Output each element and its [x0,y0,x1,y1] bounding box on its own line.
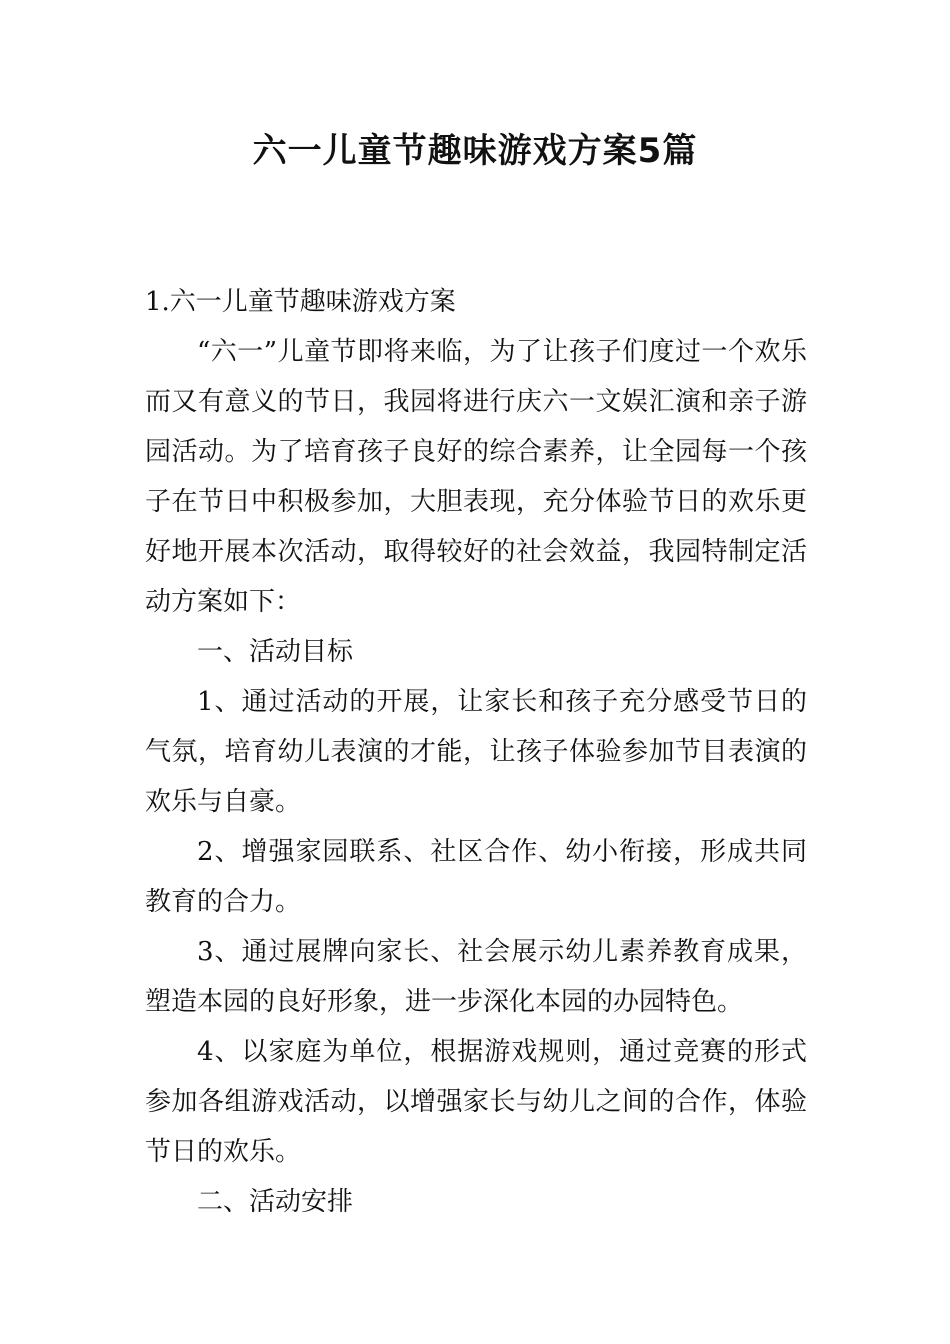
goal-item-2: 2、增强家园联系、社区合作、幼小衔接，形成共同教育的合力。 [145,837,807,917]
document-body [145,277,807,1227]
goal-item-1: 1、通过活动的开展，让家长和孩子充分感受节日的气氛，培育幼儿表演的才能，让孩子体验参加节目表演的欢乐与自豪。 [145,687,807,817]
document-title: 六一儿童节趣味游戏方案5篇 [252,131,698,171]
subsection-heading-arrangement: 二、活动安排 [197,1187,354,1217]
intro-paragraph: “六一”儿童节即将来临，为了让孩子们度过一个欢乐而又有意义的节日，我园将进行庆六一文娱汇演和亲子游园活动。为了培育孩子良好的综合素养，让全园每一个孩子在节日中积极参加，大胆表现，充分体验节日的欢乐更好地开展本次活动，取得较好的社会效益，我园特制定活动方案如下： [145,337,807,617]
goal-item-3: 3、通过展牌向家长、社会展示幼儿素养教育成果，塑造本园的良好形象，进一步深化本园的办园特色。 [145,937,807,1017]
goal-item-4: 4、以家庭为单位，根据游戏规则，通过竞赛的形式参加各组游戏活动，以增强家长与幼儿之间的合作，体验节日的欢乐。 [145,1037,807,1167]
subsection-heading-goals: 一、活动目标 [197,637,354,667]
section-heading: 1.六一儿童节趣味游戏方案 [145,287,456,317]
